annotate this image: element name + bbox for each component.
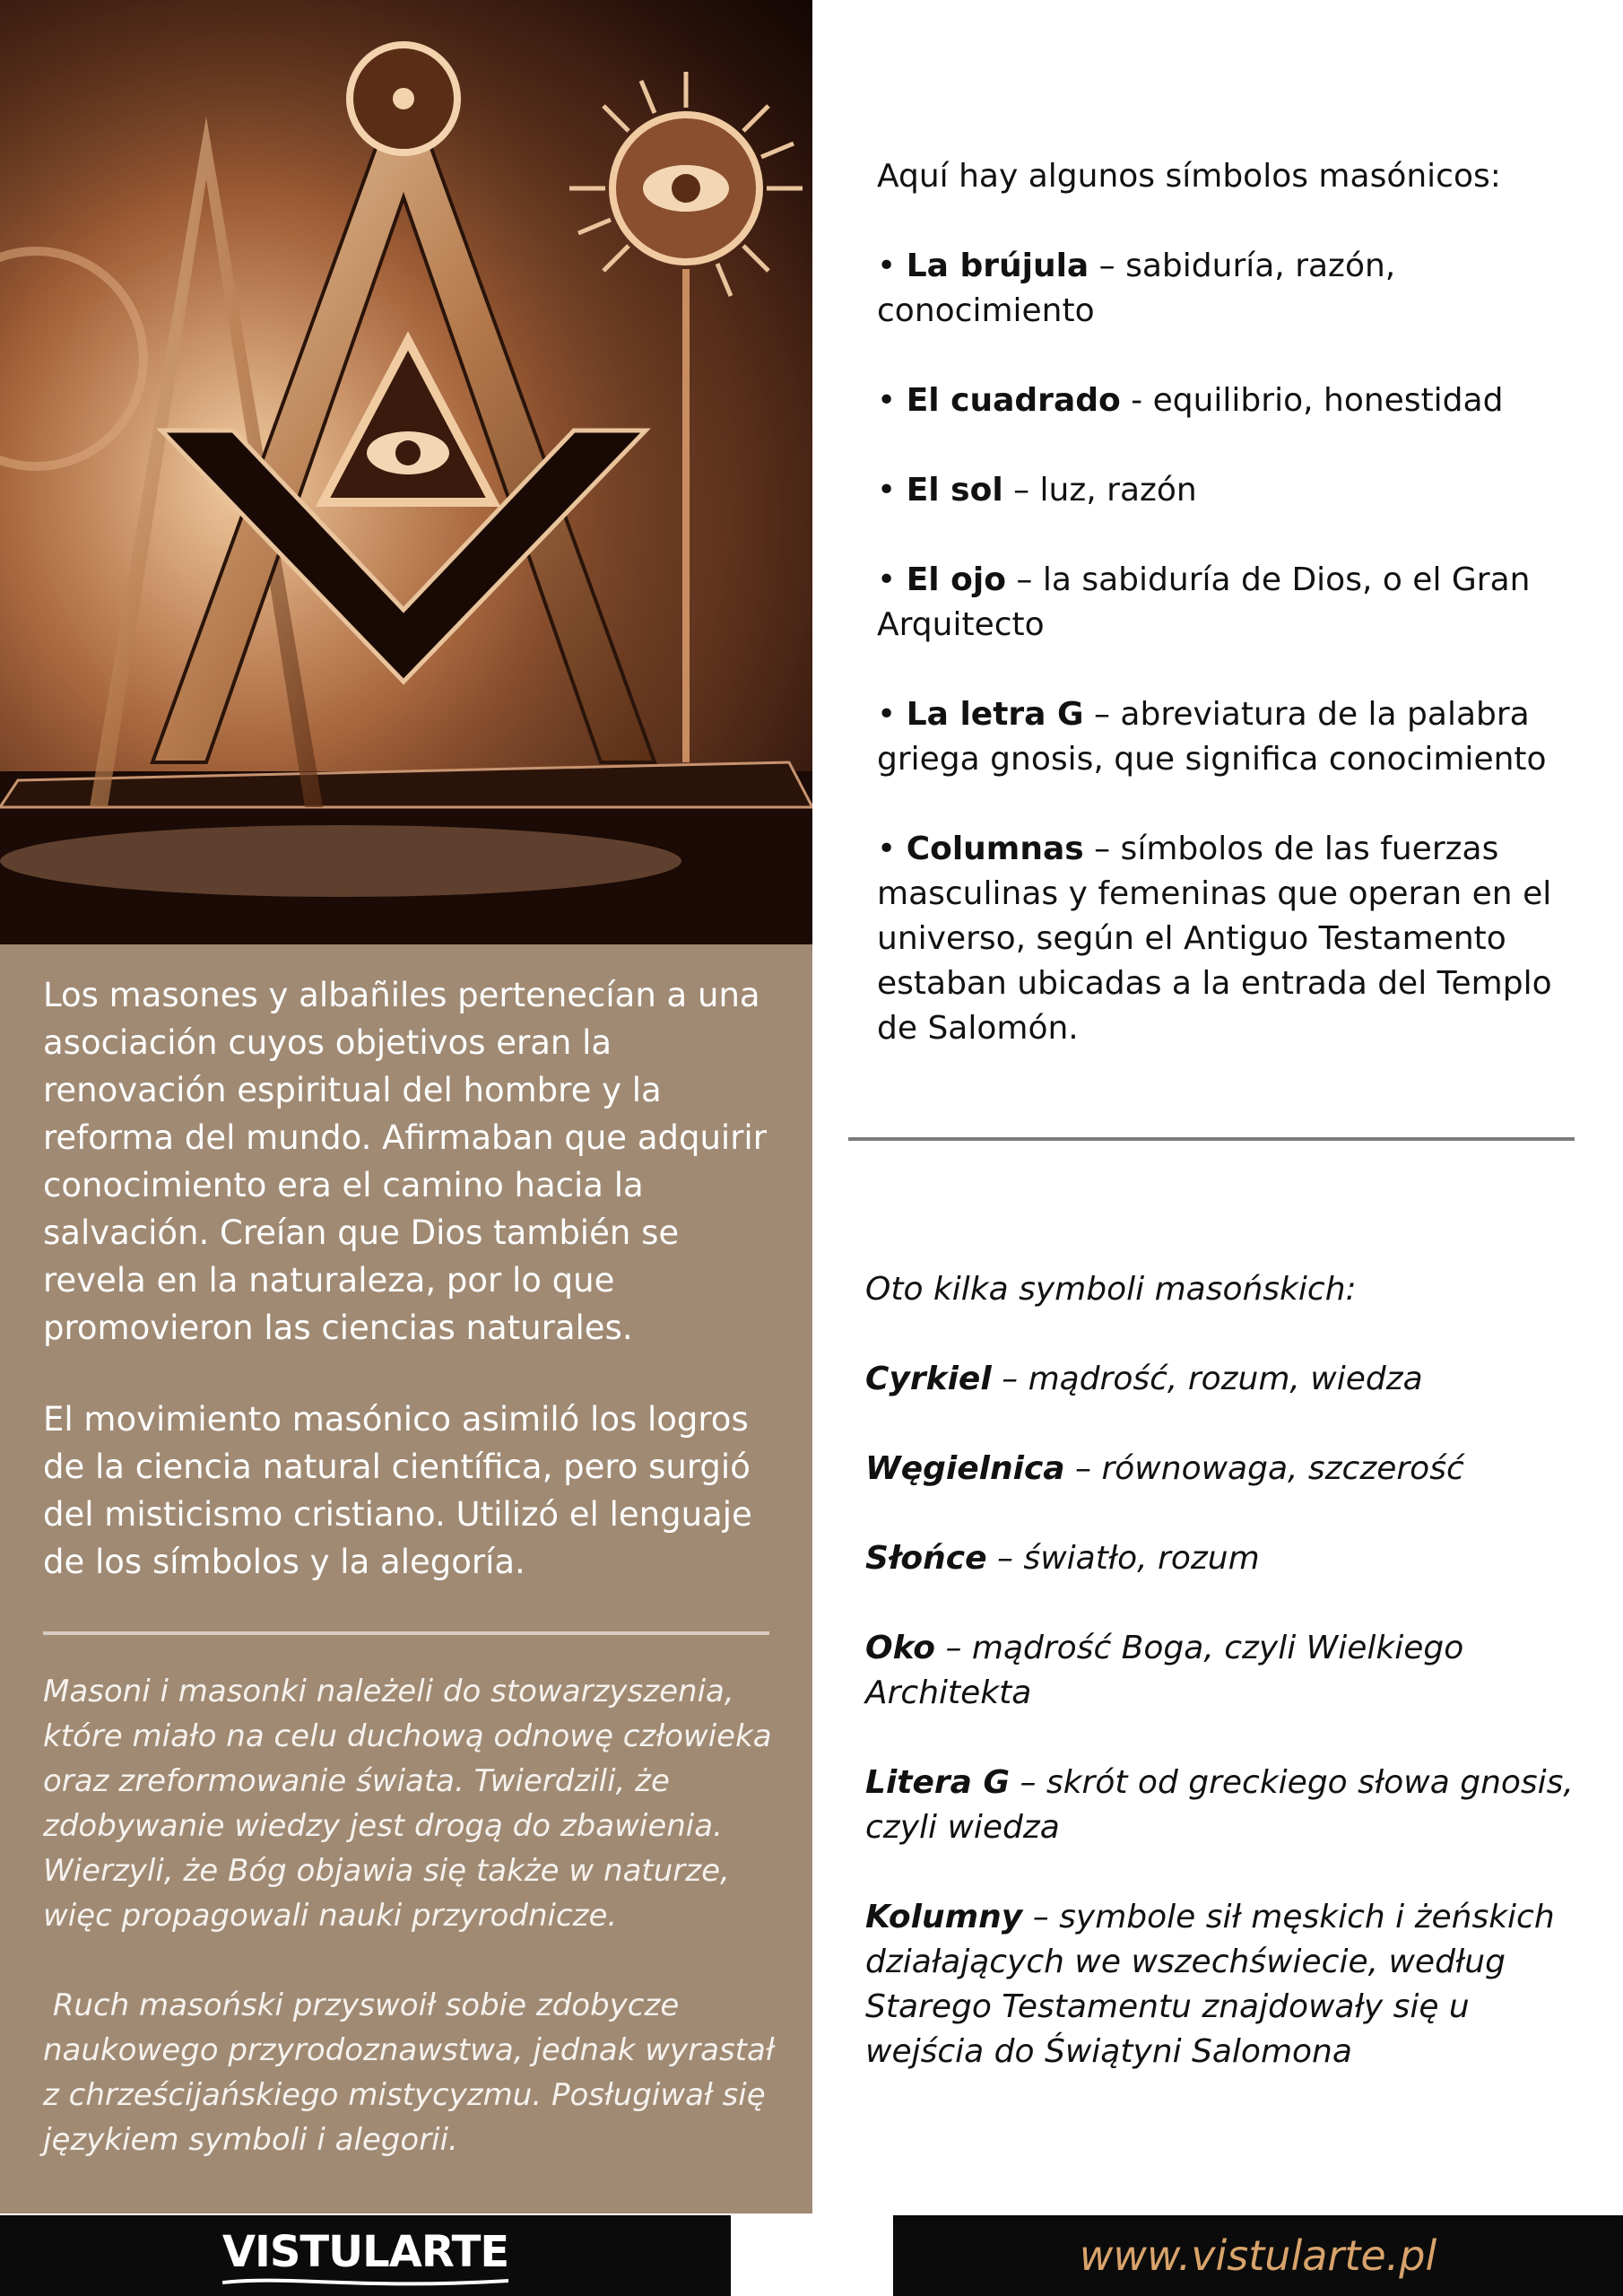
paragraph: Los masones y albañiles pertenecían a una asociación cuyos objetivos eran la renovación espiritual del hombre y la reforma del mundo. Afirmaban que adquirir conocimiento era el camino hacia la salvación. Creían que Dios también se revela en la naturaleza, por lo que promovieron las ciencias naturales. [43, 976, 767, 1347]
list-item: Litera G – skrót od greckiego słowa gnosis, czyli wiedza [865, 1764, 1574, 1846]
website-link[interactable]: www.vistularte.pl [1079, 2231, 1437, 2280]
list-item: • El sol – luz, razón [877, 472, 1197, 509]
footer-url-bar [893, 2215, 1623, 2296]
list-item: • La brújula – sabiduría, razón, conocimiento [877, 248, 1396, 329]
divider [848, 1137, 1575, 1141]
list-intro: Aquí hay algunos símbolos masónicos: [877, 158, 1501, 195]
spanish-description [43, 971, 778, 1630]
list-item: • Columnas – símbolos de las fuerzas masculinas y femeninas que operan en el universo, según el Antiguo Testamento estaban ubicadas a la entrada del Templo de Salomón. [877, 831, 1552, 1047]
list-item: Oko – mądrość Boga, czyli Wielkiego Architekta [865, 1630, 1464, 1711]
hero-illustration [0, 0, 812, 944]
list-item: Słońce – światło, rozum [865, 1540, 1260, 1577]
divider [43, 1631, 769, 1635]
list-item: Węgielnica – równowaga, szczerość [865, 1450, 1464, 1487]
left-text-panel [0, 944, 812, 2213]
square-and-compass-icon [0, 0, 812, 944]
logo-swoosh-icon [222, 2275, 508, 2290]
paragraph: Masoni i masonki należeli do stowarzyszenia, które miało na celu duchową odnowę człowieka oraz zreformowanie świata. Twierdzili, że zdobywanie wiedzy jest drogą do zbawienia. Wierzyli, że Bóg objawia się także w naturze, więc propagowali nauki przyrodnicze. [43, 1674, 772, 1934]
vistularte-logo[interactable]: VISTULARTE [222, 2227, 508, 2284]
spanish-symbol-list [877, 154, 1585, 1096]
list-item: • La letra G – abreviatura de la palabra griega gnosis, que significa conocimiento [877, 696, 1547, 778]
list-item: • El ojo – la sabiduría de Dios, o el Gran Arquitecto [877, 561, 1531, 643]
polish-symbol-list [865, 1267, 1583, 2119]
paragraph: El movimiento masónico asimiló los logros de la ciencia natural científica, pero surgió del misticismo cristiano. Utilizó el lenguaje de los símbolos y la alegoría. [43, 1400, 752, 1581]
list-item: • El cuadrado - equilibrio, honestidad [877, 382, 1504, 419]
list-item: Cyrkiel – mądrość, rozum, wiedza [865, 1361, 1423, 1397]
list-intro: Oto kilka symboli masońskich: [865, 1271, 1357, 1308]
polish-description [43, 1669, 785, 2207]
list-item: Kolumny – symbole sił męskich i żeńskich działających we wszechświecie, według Starego Testamentu znajdowały się u wejścia do Świątyni Salomona [865, 1899, 1555, 2070]
footer-logo-bar [0, 2215, 731, 2296]
paragraph: Ruch masoński przyswoił sobie zdobycze naukowego przyrodoznawstwa, jednak wyrastał z chrześcijańskiego mistycyzmu. Posługiwał się językiem symboli i alegorii. [43, 1987, 785, 2158]
